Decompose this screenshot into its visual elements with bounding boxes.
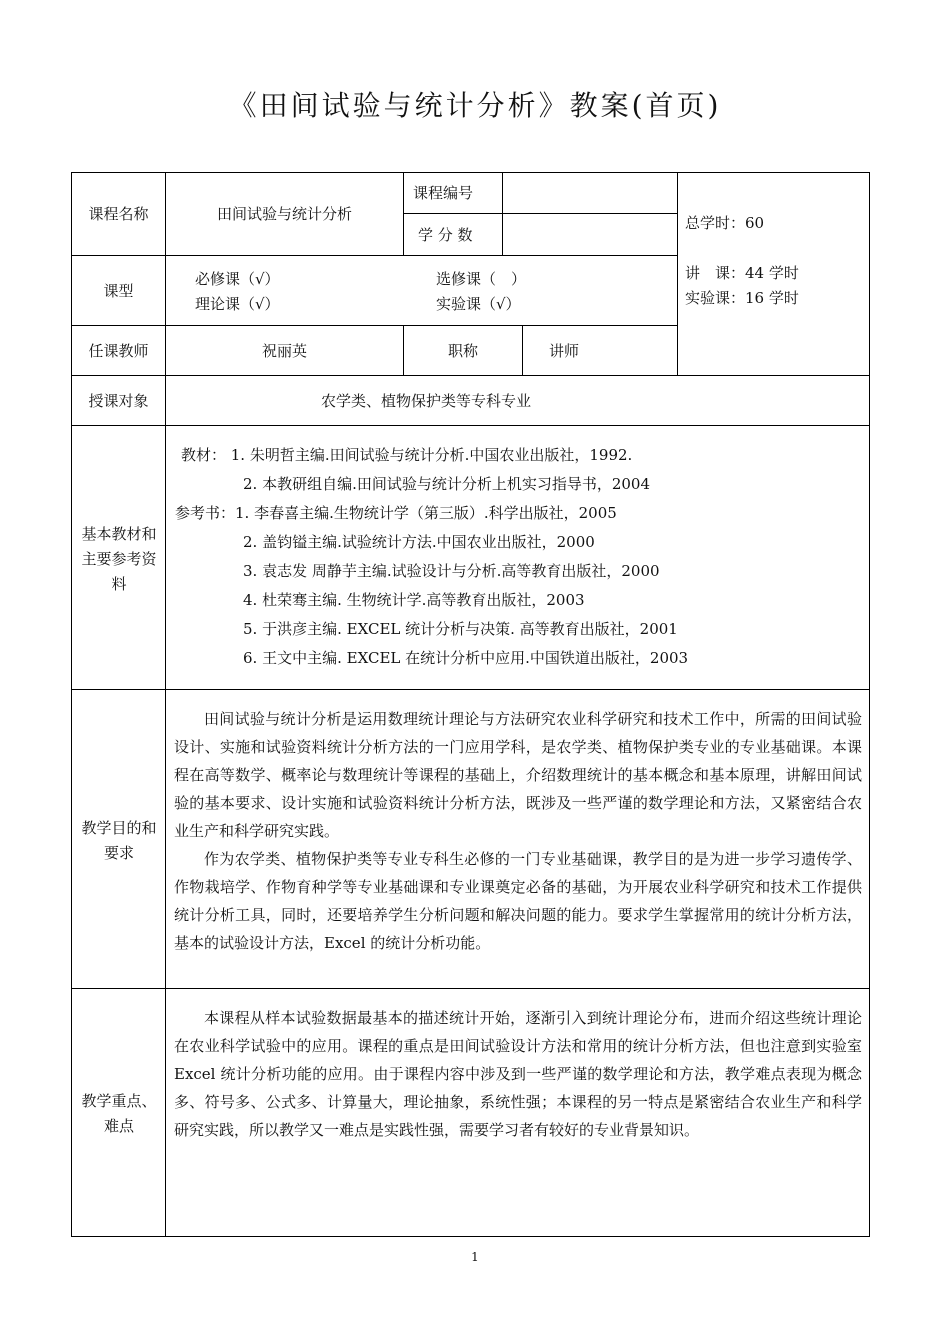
course-type-label: 课型 xyxy=(103,282,134,300)
rank-label: 职称 xyxy=(447,342,478,360)
page-title: 《田间试验与统计分析》教案(首页) xyxy=(228,89,722,122)
required-course: 必修课（√） xyxy=(195,270,280,288)
materials-item: 参考书：1. 李春喜主编.生物统计学（第三版）.科学出版社，2005 xyxy=(175,504,617,522)
course-name-label: 课程名称 xyxy=(88,205,149,223)
rank-value: 讲师 xyxy=(549,342,580,360)
target-label: 授课对象 xyxy=(88,392,149,410)
materials-item: 2. 盖钧镒主编.试验统计方法.中国农业出版社，2000 xyxy=(243,533,595,551)
lecture-hours: 讲 课：44 学时 xyxy=(685,264,799,282)
theory-course: 理论课（√） xyxy=(195,295,280,313)
total-hours: 总学时：60 xyxy=(685,214,765,232)
course-name-value: 田间试验与统计分析 xyxy=(216,205,352,223)
materials-item: 2. 本教研组自编.田间试验与统计分析上机实习指导书，2004 xyxy=(243,475,651,493)
keypoints-label: 教学重点、难点 xyxy=(81,1092,157,1135)
teacher-value: 祝丽英 xyxy=(261,342,307,360)
credits-label: 学 分 数 xyxy=(418,226,473,244)
teacher-label: 任课教师 xyxy=(88,342,149,360)
materials-item: 3. 袁志发 周静芋主编.试验设计与分析.高等教育出版社，2000 xyxy=(243,562,660,580)
materials-item: 教材： 1. 朱明哲主编.田间试验与统计分析.中国农业出版社，1992. xyxy=(181,446,633,464)
experiment-course: 实验课（√） xyxy=(436,295,521,313)
keypoints-text xyxy=(174,1004,862,1144)
materials-list xyxy=(175,441,865,673)
keypoints-paragraph: 本课程从样本试验数据最基本的描述统计开始，逐渐引入到统计理论分布，进而介绍这些统计理论在农业科学试验中的应用。课程的重点是田间试验设计方法和常用的统计分析方法，但也注意到实验室 Excel 统计分析功能的应用。由于课程内容中涉及到一些严谨的数学理论和方法，教学难点表现为概念多、符号多、公式多、计算量大，理论抽象，系统性强；本课程的另一特点是紧密结合农业生产和科学研究实践，所以教学又一难点是实践性强，需要学习者有较好的专业背景知识。 xyxy=(174,1009,862,1139)
goals-text xyxy=(174,705,862,957)
page-number: 1 xyxy=(471,1250,479,1264)
course-code-label: 课程编号 xyxy=(413,184,474,202)
lab-hours: 实验课：16 学时 xyxy=(685,289,799,307)
goals-paragraph: 田间试验与统计分析是运用数理统计理论与方法研究农业科学研究和技术工作中，所需的田间试验设计、实施和试验资料统计分析方法的一门应用学科，是农学类、植物保护类专业的专业基础课。本课程在高等数学、概率论与数理统计等课程的基础上，介绍数理统计的基本概念和基本原理，讲解田间试验的基本要求、设计实施和试验资料统计分析方法，既涉及一些严谨的数学理论和方法，又紧密结合农业生产和科学研究实践。 xyxy=(174,710,862,840)
materials-item: 6. 王文中主编. EXCEL 在统计分析中应用.中国铁道出版社，2003 xyxy=(243,649,689,667)
materials-item: 5. 于洪彦主编. EXCEL 统计分析与决策. 高等教育出版社，2001 xyxy=(243,620,678,638)
goals-label: 教学目的和要求 xyxy=(81,819,157,862)
materials-item: 4. 杜荣骞主编. 生物统计学.高等教育出版社，2003 xyxy=(243,591,585,609)
target-value: 农学类、植物保护类等专科专业 xyxy=(320,392,531,410)
materials-label: 基本教材和主要参考资料 xyxy=(81,525,157,593)
elective-course: 选修课（ ） xyxy=(436,270,527,288)
goals-paragraph: 作为农学类、植物保护类等专业专科生必修的一门专业基础课，教学目的是为进一步学习遗传学、作物栽培学、作物育种学等专业基础课和专业课奠定必备的基础，为开展农业科学研究和技术工作提供统计分析工具，同时，还要培养学生分析问题和解决问题的能力。要求学生掌握常用的统计分析方法，基本的试验设计方法，Excel 的统计分析功能。 xyxy=(174,850,862,952)
